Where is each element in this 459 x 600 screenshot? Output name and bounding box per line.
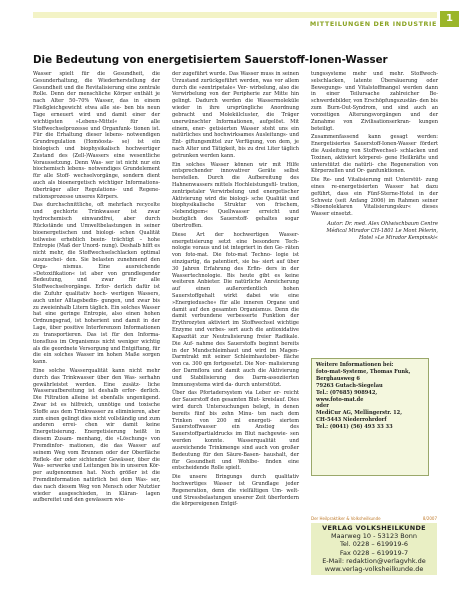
journal-issue: 8/2007 [422, 516, 437, 521]
header-band [33, 12, 437, 18]
contact-line: Tel.: (0041) (56) 493 33 33 [316, 424, 393, 431]
paragraph: Diese Art der hochwertigen Wasser- energetisierung setzt eine besondere Tech- nologie voraus und ist integriert in den Ge- räten von foto-mat. Die foto-mat Techno- logie ist einzigartig, da patentiert, sie ba- siert auf über 30 Jahren Erfahrung des Erfin- ders in der Wassertechnologie. Bis heute gibt es keine weiteren Anbieter. Die natürliche Anreicherung auf einen außerordentlich hohen Sauerstoffgehalt wirkt dabei wie eine »Energiedusche« für alle inneren Organe und damit auf den gesamten Organismus. Denn die damit verbundene verbesserte Funktion der Erythrozyten aktiviert im Stoffwechsel wichtige Enzyme und verbes- sert auch die antioxidative Kapazität zur Neutralisierung freier Radikale. Die Auf- nahme des Sauerstoffs beginnt bereits in der Mundschleimhaut und wird im Magen- Darmtrakt mit seiner Schleimhautober- fläche von ca. 300 qm fortgesetzt. Die Nor- malisierung der Darmflora und damit auch die Aktivierung und Stabilisierung des Darm-assoziierten Immunsystems wird da- durch unterstützt. [172, 231, 299, 388]
journal-name: Der Heilpraktiker & Volksheilkunde [311, 516, 381, 521]
publisher-address: Maarweg 10 - 53123 Bonn [331, 532, 417, 541]
article-column-1 [33, 71, 160, 506]
contact-line: Tel.: (07685) 908942, [316, 389, 378, 396]
contact-line: oder [316, 403, 329, 410]
publisher-website[interactable]: www.verlag-volksheilkunde.de [324, 565, 424, 574]
publisher-email[interactable]: E-Mail: redaktion@verlagvhk.de [322, 556, 426, 565]
paragraph: Zusammenfassend kann gesagt werden: Energetisiertes Sauerstoff-Ionen-Wasser fördert die Ausleitung von Stoffwechsel- schlacken und Toxinen, aktiviert körperei- gene Heilkräfte und unterstützt die natürli- che Regeneration von Körperzellen und Or- ganfunktionen. [311, 134, 438, 175]
contact-line: CH-5443 Niederrohrdorf [316, 417, 387, 424]
paragraph: der zugeführt wurde. Das Wasser muss in seinen Urzustand zurückgeführt werden, was vor allem durch die »zentripetale« Ver- wirbelung, also die Verwirbelung von der Peripherie zur Mitte hin gelingt. Dadurch werden die Wassermoleküle wieder in ihre ursprüngliche Anordnung gebracht und Molekülcluster, die Träger unerwünschter Informationen, aufgelöst. Mit einem, ener- getisierten Wasser steht uns ein natürliches und hochwirksames Ausleitungs- und Ent- giftungsmittel zur Verfügung, von dem, je nach Alter und Tätigkeit, bis zu drei Liter täglich getrunken werden kann. [172, 71, 299, 159]
contact-link[interactable]: www.foto-mat.de [316, 396, 364, 403]
paragraph: Das durchschnittliche, oft mehrfach recycelte und gechlorte Trinkwasser ist zwar hydrochemisch einwandfrei, aber durch Rückstände und Umweltbelastungen in seiner bioenergetischen und biologi- schen Qualität teilweise erheblich beein- trächtigt – hohe Entropie (Maß der Unord- nung). Deshalb hilft es nicht mehr, die Stoffwechselschlacken optimal auszuschei- den. Sie belasten zunehmend den Orga- nismus. Eine ausreichende »Detoxifikation« ist aber von grundlegender Bedeutung, und zwar für alle Stoffwechselvorgänge. Erfor- derlich dafür ist die Zufuhr qualitativ hoch- wertigen Wassers, auch unter Alltagsbedin- gungen, und zwar bis zu zweieinhalb Litern täglich. Ein solches Wasser hat eine geringe Entropie, also einen hohen Ordnungsgrad, ist hoherient und damit in der Lage, über positive Interferenzen Informationen zu transportieren. Das ist für den Informa- tionsfluss im Organismus nicht weniger wichtig als die geordnete Versorgung und Entgiftung, für die ein solches Wasser im hohen Maße sorgen kann. [33, 202, 160, 366]
paragraph: Ein solches Wasser können wir mit Hilfe entsprechender innovativer Geräte selbst herstellen. Durch die Aufbereitung des Hahnenwassers mittels Hochleistungsfil- tration, zentripetaler Verwirbelung und energetischer Aktivierung wird die biologi- sche Qualität und biophysikalische Struktur von frischem, »lebendigem« Quellwasser erreicht und bezüglich des Sauerstoff- gehaltes sogar übertroffen. [172, 161, 299, 229]
contact-info-box [311, 358, 429, 476]
journal-footer [311, 516, 437, 521]
article-title: Die Bedeutung von energetisiertem Sauerstoff-Ionen-Wasser [33, 54, 388, 66]
paragraph: Über das Pfortadersystem via Leber er- reicht der Sauerstoff den gesamten Blut- kreislauf. Dies wird durch Untersuchungen belegt, in denen bereits fünf bis zehn Minu- ten nach dem Trinken von 200 ml energeti- siertem Sauerstoffwasser ein Anstieg des Sauerstoffpartialdrucks im Blut nachgewie- sen werden konnte. Wasserqualität und ausreichende Trinkmenge sind auch von großer Bedeutung für den Säure-Basen- haushalt, der für Gesundheit und Wohlbe- finden eine entscheidende Rolle spielt. [172, 390, 299, 472]
section-label: MITTEILUNGEN DER INDUSTRIE [309, 20, 437, 28]
contact-line: 79263 Gutach-Siegelau [316, 382, 383, 389]
contact-line: Berghausweg 6 [316, 375, 360, 382]
publisher-phone: Tel. 0228 – 619919-6 [339, 540, 409, 549]
paragraph: tungssysteme mehr und mehr. Stoffwech- selschlacken, latente Übersäuerung oder Bewegungs- und Vitalstoffmangel werden dann in einer Teilursache zahlreicher Be- schwerdebilder, von Erschöpfungszustän- den bis zum Burn-Out-Syndrom, und sind auch an vorzeitigen Alterungsvorgängen und der Zunahme von Zivilisationserkran- kungen beteiligt. [311, 71, 438, 132]
publisher-name: VERLAG VOLKSHEILKUNDE [322, 524, 426, 532]
contact-line: foto-mat-Systeme, Thomas Funk, [316, 368, 411, 375]
contact-line: Weitere Informationen bei: [316, 362, 394, 368]
paragraph: Die unsere Bringungs durch qualitativ hochwertiges Wasser ist Grundlage jeder Regeneration, denn die vielfältigen Um- welt- und Stressbelastungen unserer Zeit überfordern die körpereigenen Entgif- [172, 474, 299, 508]
contact-line: MediCur AG, Mellingerstr. 12, [316, 410, 402, 417]
page-header [0, 0, 459, 28]
paragraph: Eine solche Wasserqualität kann nicht mehr durch das Trinkwasser über den Was- serhahn gewährleistet werden. Eine zusätz- liche Wasseraufbereitung ist deshalb erfor- derlich. Die Filtration alleine ist ebenfalls ungenügend. Zwar ist es hilfreich, unnötige und toxische Stoffe aus dem Trinkwasser zu eliminieren, aber zum einen gelingt dies nicht vollständig und zum anderen errei- chen wir damit keine Energetisierung. Energetisierung heißt in diesem Zusam- menhang, die »Löschung« von Fremdinfor- mationen, die das Wasser auf seinem Weg vom Brunnen oder der Oberfläche Reflek- der oder sichtender Gewässer, über die Was- serwerke und Leitungen bis in unseren Kör- per aufgenommen hat. Noch größer ist die Fremdinformation natürlich bei dem Was- ser, das nach diesem Weg von Mensch oder Nutztier wieder ausgeschieden, in Kläran- lagen aufbereitet und den gewässern wie- [33, 367, 160, 504]
publisher-fax: Fax 0228 – 619919-7 [339, 548, 409, 557]
article-column-3 [311, 71, 438, 244]
paragraph: Wasser spielt für die Gesundheit, die Gesunderhaltung, die Wiederherstellung der Gesundheit und die Revitalisierung eine zentrale Rolle. Denn der menschliche Körper enthält je nach Alter 50–70% Wasser, das in einem Fließgleichgewicht etwa alle sie- ben bis neun Tage erneuert wird und damit einer der wichtigsten »Lebens-Mittel« für alle Stoffwechselprozesse und Organfunk- tionen ist. Für die Erhaltung dieser lebens- notwendigen Grundregulation (Homöosta- se) ist ein biologisch und biophysikalisch hochwertiger Zustand des (Zell-)Wassers eine wesentliche Voraussetzung. Denn Was- ser ist nicht nur ein biochemisch lebens- notwendiges Grundelement für alle Stoff- wechselvorgänge, sondern dient auch als bioenergetisch wichtiger Informations- überträger aller Regulations- und Regene- rationsprozesse unseres Körpers. [33, 71, 160, 200]
author-credit: Autor: Dr. med. Alex Ohlwischbaum Centre Médical Mirador CH-1801 Le Mont Pèlerin, Hotel »Le Mirador Kempinski« [326, 221, 438, 241]
article-column-2 [172, 71, 299, 510]
paragraph: Die Re- und Vitalisierung mit Unterstüt- zung eines re-energetisierten Wasser hat dazu geführt, dass ein Fünf-Sterne-Hotel in der Schweiz (seit Anfang 2006) im Rahmen seiner »Bioenoleklaren Vitalisierungskur« dieses Wasser einsetzt. [311, 177, 438, 218]
publisher-box [311, 523, 437, 575]
page-number: 1 [440, 11, 459, 27]
